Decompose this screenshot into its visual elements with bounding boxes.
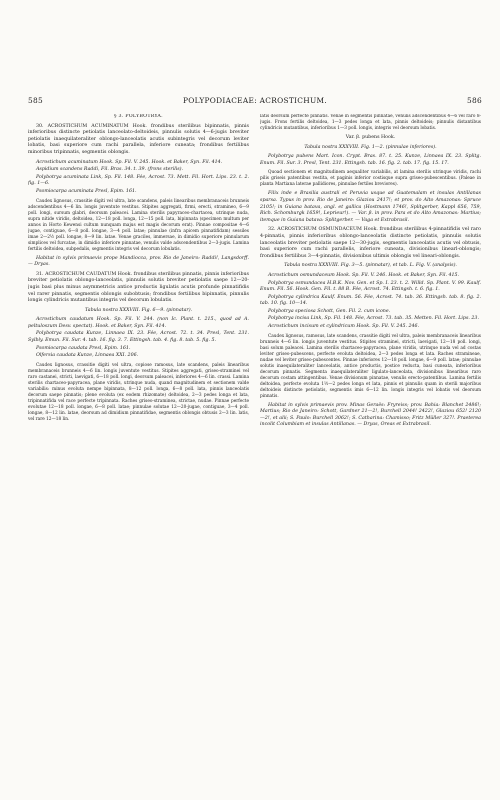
species-30-diagnosis: 30. ACROSTICHUM ACUMINATUM Hook. frondibus sterilibus bipinnatis, pinnis inferioribus distincte petiolatis lanceolato-deltoideis, pinnulis solutis 4—6-jugis breviter petiolatis inaequilateraliter oblongo-lanceolatis acutis subintegris vel decorum leviter lobatis, basi superiore cum rachi parallela, inferiore cuneata; frondibus fertilibus minoribus tripinnatis, segmentis oblongis. xyxy=(28,123,249,155)
species-31-description: Caudex lignosus, crassitie digiti vel ultra, copiose ramosus, late scandens, paleis linearibus membranaceis brunneis 4—6 lin. longis juventute vestitus. Stipites aggregati, griseo-straminei vel raro castanei, stricti, laevigati, 6—18 poll. longi, deorsum paleacei, inferiores 4—6 lin. crassi. Lamina sterilis chartaceo-papyracea, plane viridis, utrinque nuda, quand magnitudinem et sectionem valde variabilis: minus evoluta nempe bipinnata, 8—12 poll. longa, 6—8 poll. lata, pinnis lanceolatis decorum saepe pinnatis; plene evoluta (ex eodem rhizomate) deltoidea, 2—3 pedes longa et lata, tripinnatifida vel race perfecte tripinnata. Raches griseo-straminea, strictae, nudae. Pinnae perfecte evolutae 12—18 poll. longae, 6—8 poll. latae; pinnulae solutae 12—20-jugae, contiguae, 3—4 poll. longae, 8—12 lin. latae, deorsum ad dimidium pinnatifidae, segmentis oblongis obtusis 2—3 lin. latis, vel rare 12—18 lin. xyxy=(28,362,249,422)
species-30-synonym: Polybotrya acuminata Link, Sp. Fil. 148. Fée, Acrost. 73. Mett. Fil. Hort. Lips. 23. t. 2. fig. 1—6. xyxy=(28,174,249,187)
page-number-left: 585 xyxy=(28,96,44,105)
running-title: POLYPODIACEAE: ACROSTICHUM. xyxy=(182,96,328,105)
page-header xyxy=(28,96,482,108)
species-32-synonym: Acrostichum osmundaceum Hook. Sp. Fil. V. 246. Hook. et Baker, Syn. Fil. 415. xyxy=(268,272,460,278)
species-31-description-continued: latis deorsum perfecte pinnatis. Venae in segmentis pinnatae, venulis adscendentibus 4—6 vel raro 8-jugis. Frons fertilis deltoidea, 1—3 pedes longa et lata, pinnis deltoideis; pinnulis distantibus cylindricis mutantibus, inferioribus 1—3 poll. longis, integris vel deorsum lobatis. xyxy=(260,114,481,131)
species-31-synonym: Polybotrya caudata Kunze, Linnaea IX. 23. Fée, Acrost. 72. t. 34. Presl, Tent. 231. Sylbly. Emun. Fil. Sur. 4. tab. 16. fig. 3. 7. Ettingsh. tab. 4. fig. 8. tab. 5. fig. 5. xyxy=(28,331,249,344)
left-column xyxy=(28,114,249,670)
species-31-synonym: Psomiocarpa caudata Presl, Epim. 161. xyxy=(36,345,131,351)
species-32-description: Caudex lignosus, ramosus, late scandens, crassitie digiti vel ultra, paleis membranaceis linearibus brunneis 4—6 lin. longis juventute vestitus. Stipites straminei, stricti, laevigati, 12—18 poll. longi, basi solum paleacei. Lamina sterilis chartaceo-papyracea, plane viridis, utrinque nuda vel ad costas leviter griseo-pubescens, perfecte evoluta deltoidea, 2—3 pedes longa et lata. Raches stramineae, nudae vel leviter griseo-pubescentes. Pinnae inferiores 12—18 poll. longae, 6—9 poll. latae; pinnulae solutis inaequilateraliter lanceolatis, antice productis, postice reducta, basi cuneata, inferioribus decorum pinnatis. Segmenta inaequilateraliter ligulato-lanceolata, divisionibus linearibus raro decorum costam attingentibus. Venae divisionum pinnatae, venulis erecto-patentibus. Lamina fertilis deltoidea, perfecte evoluta 1½—2 pedes longa et lata, pinnis et pinnulis quam in sterili majoribus deltoideis distincte petiolatis, segmentis imis 6—12 lin. longis integris vel lobatis vel deorsum pinnatis. xyxy=(260,333,481,399)
species-31-habitat: Filix inde e Brasilia australi et Peruvia usque ad Guatemalam et insulas Antillanas sparsa. Typus in prov. Rio de Janeiro: Glaziou 2417!; et prov. do Alto Amazonas: Spruce 2105!; in Guiana batava, angl. et gallica (Hostmann 1746!, Splitgerber, Kappl 656, 759, Rich. Schomburgk 1659!, Leprieur!). — Var. β. in prov. Para et do Alto Amazonas: Martius; itemque in Guiana batava: Splitgerber. — Vaga et Extrabrasil. xyxy=(260,191,481,223)
variety-synonym: Polybotrya pubens Mart. Icon. Crypt. Bras. 87. t. 25. Kunze, Linnaea IX. 23. Splitg. Enum. Fil. Sur. 3. Presl, Tent. 231. Ettingsh. tab. 16. fig. 2. tab. 17. fig. 15. 17. xyxy=(260,154,481,166)
species-30-synonym: Psomiocarpa acuminata Presl, Epim. 161. xyxy=(36,188,137,194)
species-32-diagnosis: 32. ACROSTICHUM OSMUNDACEUM Hook. frondibus sterilibus 4-pinnatifidis vel raro 4-pinnatis, pinnis inferioribus oblongo-lanceolatis distincte petiolatis, pinnulis solutis lanceolatis breviter petiolatis saepe 12—30-jugis, segmentis lanceolatis acutis vel obtusis, basi superiore cum rachi parallelis, inferiore cuneata, divisionibus linearl-oblongis; frondibus fertilibus 3—4-pinnatis, divisionibus ultimis oblongis vel lineari-oblongis. xyxy=(260,227,481,259)
species-32-synonym: Polybotrya cylindrica Kaulf. Enum. 56. Fée, Acrost. 74. tab. 36. Ettingsh. tab. 8. fig. 2. tab. 10. fig. 10—14. xyxy=(260,294,481,307)
right-column xyxy=(260,114,481,670)
species-30-synonym: Acrostichum acuminatum Hook. Sp. Fil. V. 245. Hook. et Baker, Syn. Fil. 414. xyxy=(36,159,223,165)
page-number-right: 586 xyxy=(466,96,482,105)
variety-plate: Tabula nostra XXXVIII. Fig. 1—2. (pinnulae inferiores). xyxy=(304,144,437,150)
species-30-synonym: Aspidium scandens Raddi, Fil. Bras. 34. t. 39. (frons sterilis). xyxy=(36,167,184,173)
variety-heading: Var. β. pubens Hook. xyxy=(345,135,396,140)
species-31-diagnosis: 31. ACROSTICHUM CAUDATUM Hook. frondibus sterilibus pinnatis, pinnis inferioribus breviter petiolatis oblongo-lanceolatis, pinnulis solutis breviter petiolatis saepe 12—20-jugis basi plus minus asymmetricis antice productis ligulatis acutis profunde pinnatifidis vel rarer pinnatis, segmentis oblongis subobtusis; frondibus fertilibus bipinnatis, pinnulis longis cylindricis mutantibus integris vel decorum lobulatis. xyxy=(28,271,249,304)
species-32-habitat: Habitat in sylvis primaevis prov. Minas Geraës: Fryreiss; prov. Bahia: Blanchet 2486!; Martius; Rio de Janeiro: Schott, Gardner 21—2!, Burchell 2044! 2422!, Glaziou 652! 2120—2!, et alii; S. Paulo: Burchell 3062!; S. Catharina: Chamisso; Fritz Müller 327!. Praeterea incolit Columbiam et insulas Antillanas. — Dryas, Oreas et Extrabrasil. xyxy=(260,402,481,428)
species-31-plate: Tabula nostra XXXVIII. Fig. 6—9. (pinnatar). xyxy=(84,307,193,313)
species-32-synonym: Polybotrya speciosa Schott, Gen. Fil. 2. cum icone. xyxy=(268,308,391,314)
variety-description: Quoad sectionem et magnitudinem aequaliter variabilis, at lamina sterilis utrinque viridis, rachi pilis griseis patentibus vestita, et paginis inferior costisque supra griseo-pubescentibus. (Paleae in planta Martiana laterae pallidiores, pinnulae fertiles breviores). xyxy=(260,170,481,188)
species-30-description: Caudex lignosus, crassitie digiti vel ultra, late scandens, paleis linearibus membranaceis brunneis adscendentibus 4—6 lin. longis juventute vestitus. Stipites aggregati, firmi, erecti, stramineo, 6—9 poll. longi, sursum glabri, deorsum paleacei. Lamina sterilis papyraceo-chartacea, utrinque nuda, supra nitide viridis, deltoidea, 12—18 poll. longa, 12—15 poll. lata, bipinnata (specimen multum per annos in Horto Kewensi cultum nunquam majus est magis decorum erat). Pinnae compositae 4—6 jugae, contiguae, 6—8 poll. longae, 3—4 poll. latae; pinnulae (infra apicem pinnatifidam) sessiles imae 2—2½ poll. longae, 8—9 lin. latae. Venae graciles, immersae, in dimidio superiore pinnularum simplices vel furcatae, in dimidio inferiore pinnatae, venulis valde adscendentibus 2—3-jugis. Lamina fertilis deltoidea, subpedalis, segmentis integris vel decorum lobulatis. xyxy=(28,198,249,252)
species-32-synonym: Acrostichum incisum et cylindricum Hook. Sp. Fil. V. 245. 246. xyxy=(268,324,420,330)
species-30-habitat: Habitat in sylvis primaevis prope Mandiocca, prov. Rio de Janeiro: Raddi!, Langsdorff. — Dryas. xyxy=(28,255,249,268)
species-32-synonym: Polybotrya incisa Link, Sp. Fil. 148. Fée, Acrost. 73. tab. 35. Metten. Fil. Hort. Lips. 23. xyxy=(268,316,479,322)
species-31-synonym: Olfersia caudata Kunze, Linnaea XXI. 206. xyxy=(36,353,139,359)
species-32-synonym: Polybotrya osmundacea H.B.K. Nov. Gen. et Sp. I. 23. t. 2. Willd. Sp. Plant. V. 99. Kaulf. Enum. Fil. 56. Hook. Gen. Fil. t. 88 B. Fée, Acrost. 74. Ettingsh. t. 6. fig. 1. xyxy=(260,280,481,293)
species-31-synonym: Acrostichum caudatum Hook. Sp. Fil. V. 244. (non Ic. Plant. t. 215., quod ad A. peltuloszum Desv. spectat). Hook. et Baker, Syn. Fil. 414. xyxy=(28,317,249,329)
species-32-plate: Tabula nostra XXXVIII. Fig. 3—5. (pinnatar), et tab. L. Fig. V. (analysis). xyxy=(284,263,457,269)
section-heading: § 3. POLYBOTRYA. xyxy=(114,114,163,119)
